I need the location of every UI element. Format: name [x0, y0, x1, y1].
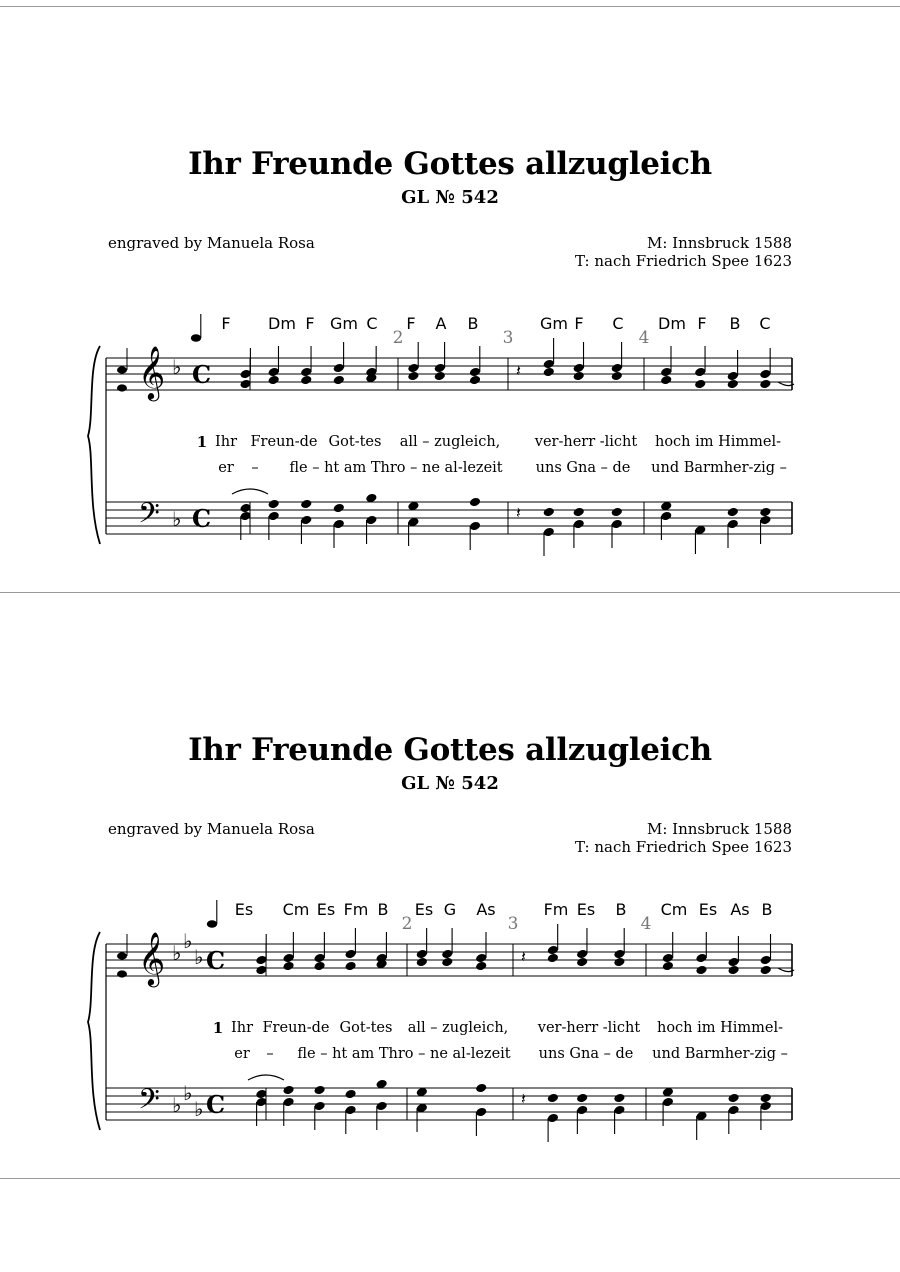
note-head — [344, 961, 356, 972]
text-credit: T: nach Friedrich Spee 1623 — [575, 252, 792, 270]
note-head — [191, 334, 201, 342]
note-head — [760, 965, 772, 976]
score-title: Ihr Freunde Gottes allzugleich — [188, 146, 712, 182]
lyric-verse-1: hoch im Himmel- — [654, 434, 782, 450]
note-head — [660, 375, 672, 386]
chord-symbol: B — [761, 900, 773, 919]
flat-icon: ♭ — [183, 929, 193, 953]
engraver-credit: engraved by Manuela Rosa — [108, 234, 315, 252]
note-head — [611, 371, 623, 382]
note-head — [573, 507, 585, 518]
chord-symbol: As — [476, 900, 496, 919]
note-head — [727, 1093, 739, 1104]
lyric-verse-2: fle – ht am Thro – ne al-lezeit — [297, 1046, 511, 1062]
chord-symbol: Es — [698, 900, 718, 919]
score-panel-e-flat-major — [0, 592, 900, 1178]
measure-number: 2 — [401, 914, 413, 934]
note-head — [267, 375, 279, 386]
lyric-verse-1: all – zugleich, — [399, 434, 501, 450]
note-head — [727, 965, 739, 976]
lyric-verse-1: Got-tes — [339, 1020, 393, 1036]
lyric-verse-2: – — [266, 1046, 274, 1062]
note-head — [441, 957, 453, 968]
time-signature: C — [192, 504, 212, 533]
chord-symbol: F — [305, 314, 315, 333]
chord-symbol: Gm — [330, 314, 358, 333]
text-credit: T: nach Friedrich Spee 1623 — [575, 838, 792, 856]
flat-icon: ♭ — [194, 945, 204, 969]
note-head — [333, 503, 345, 514]
note-head — [727, 379, 739, 390]
music-credit: M: Innsbruck 1588 — [647, 820, 792, 838]
chord-symbol: B — [615, 900, 627, 919]
lyric-verse-2: er — [234, 1046, 250, 1062]
measure-number: 3 — [507, 914, 519, 934]
incipit-note — [117, 970, 127, 977]
chord-symbol: B — [467, 314, 479, 333]
chord-symbol: Dm — [658, 314, 686, 333]
score-panel-f-major — [0, 6, 900, 592]
note-head — [547, 1093, 559, 1104]
chord-symbol: Dm — [268, 314, 296, 333]
lyric-verse-2: und Barmher-zig – — [651, 460, 787, 476]
note-head — [300, 375, 312, 386]
measure-number: 2 — [392, 328, 404, 348]
incipit-note — [117, 952, 127, 959]
chord-symbol: G — [443, 900, 457, 919]
lyric-verse-1: Got-tes — [328, 434, 382, 450]
treble-clef-icon: 𝄞 — [138, 345, 166, 399]
chord-symbol: C — [759, 314, 771, 333]
chord-symbol: Es — [576, 900, 596, 919]
music-credit: M: Innsbruck 1588 — [647, 234, 792, 252]
lyric-verse-1: ver-herr -licht — [537, 1020, 641, 1036]
lyric-verse-1: Ihr — [215, 434, 237, 450]
verse-number: 1 — [212, 1019, 224, 1037]
score-subtitle: GL № 542 — [401, 773, 499, 794]
note-head — [662, 961, 674, 972]
chord-symbol: Fm — [343, 900, 369, 919]
flat-icon: ♭ — [172, 941, 182, 965]
note-head — [344, 1089, 356, 1100]
chord-symbol: F — [574, 314, 584, 333]
note-head — [694, 379, 706, 390]
chord-symbol: Es — [414, 900, 434, 919]
flat-icon: ♭ — [172, 1093, 182, 1117]
treble-clef-icon: 𝄞 — [138, 931, 166, 985]
bass-clef-icon: 𝄢 — [138, 497, 160, 537]
note-head — [313, 961, 325, 972]
chord-symbol: F — [221, 314, 231, 333]
lyric-verse-1: Freun-de — [250, 434, 318, 450]
time-signature: C — [206, 1090, 226, 1119]
chord-symbol: Fm — [543, 900, 569, 919]
chord-symbol: A — [435, 314, 447, 333]
chord-symbol: C — [612, 314, 624, 333]
page-border-bottom — [0, 1178, 900, 1179]
lyric-verse-2: fle – ht am Thro – ne al-lezeit — [289, 460, 503, 476]
measure-number: 4 — [640, 914, 652, 934]
lyric-verse-1: all – zugleich, — [407, 1020, 509, 1036]
music-staff-system — [0, 306, 900, 566]
chord-symbol: Cm — [282, 900, 310, 919]
lyric-verse-2: uns Gna – de — [538, 1046, 634, 1062]
note-head — [547, 953, 559, 964]
note-head — [207, 920, 217, 928]
lyric-verse-2: uns Gna – de — [535, 460, 631, 476]
note-head — [543, 367, 555, 378]
note-head — [407, 371, 419, 382]
note-head — [475, 961, 487, 972]
note-head — [695, 965, 707, 976]
score-title: Ihr Freunde Gottes allzugleich — [188, 732, 712, 768]
lyric-verse-2: er — [218, 460, 234, 476]
note-head — [282, 961, 294, 972]
measure-number: 3 — [502, 328, 514, 348]
note-head — [759, 507, 771, 518]
note-head — [760, 1093, 772, 1104]
time-signature: C — [206, 946, 226, 975]
chord-symbol: As — [730, 900, 750, 919]
measure-number: 4 — [638, 328, 650, 348]
note-head — [333, 375, 345, 386]
music-staff-system — [0, 892, 900, 1152]
lyric-verse-1: hoch im Himmel- — [656, 1020, 784, 1036]
chord-symbol: F — [406, 314, 416, 333]
chord-symbol: Gm — [540, 314, 568, 333]
note-head — [613, 1093, 625, 1104]
note-head — [576, 1093, 588, 1104]
note-head — [469, 375, 481, 386]
chord-symbol: B — [377, 900, 389, 919]
note-head — [282, 1085, 294, 1096]
chord-symbol: C — [366, 314, 378, 333]
note-head — [611, 507, 623, 518]
incipit-note — [117, 366, 127, 373]
lyric-verse-1: ver-herr -licht — [534, 434, 638, 450]
flat-icon: ♭ — [194, 1097, 204, 1121]
quarter-rest-icon: 𝄽 — [516, 361, 521, 380]
chord-symbol: B — [729, 314, 741, 333]
flat-icon: ♭ — [172, 355, 182, 379]
note-head — [727, 507, 739, 518]
chord-symbol: Es — [234, 900, 254, 919]
engraver-credit: engraved by Manuela Rosa — [108, 820, 315, 838]
lyric-verse-1: Freun-de — [262, 1020, 330, 1036]
bass-clef-icon: 𝄢 — [138, 1083, 160, 1123]
flat-icon: ♭ — [172, 507, 182, 531]
tie — [232, 489, 268, 494]
note-head — [434, 371, 446, 382]
score-subtitle: GL № 542 — [401, 187, 499, 208]
chord-symbol: Cm — [660, 900, 688, 919]
lyric-verse-1: Ihr — [231, 1020, 253, 1036]
flat-icon: ♭ — [183, 1081, 193, 1105]
tie — [248, 1075, 284, 1080]
chord-symbol: Es — [316, 900, 336, 919]
quarter-rest-icon: 𝄽 — [521, 1089, 526, 1108]
brace — [88, 346, 100, 544]
note-head — [573, 371, 585, 382]
composer-credits — [575, 820, 792, 856]
note-head — [543, 507, 555, 518]
lyric-verse-2: – — [251, 460, 259, 476]
note-head — [313, 1085, 325, 1096]
time-signature: C — [192, 360, 212, 389]
brace — [88, 932, 100, 1130]
note-head — [416, 957, 428, 968]
note-head — [267, 499, 279, 510]
lyric-verse-2: und Barmher-zig – — [652, 1046, 788, 1062]
verse-number: 1 — [196, 433, 208, 451]
chord-symbol: F — [697, 314, 707, 333]
note-head — [613, 957, 625, 968]
note-head — [475, 1083, 487, 1094]
note-head — [759, 379, 771, 390]
composer-credits — [575, 234, 792, 270]
incipit-note — [117, 384, 127, 391]
note-head — [300, 499, 312, 510]
quarter-rest-icon: 𝄽 — [521, 947, 526, 966]
quarter-rest-icon: 𝄽 — [516, 503, 521, 522]
note-head — [576, 957, 588, 968]
note-head — [469, 497, 481, 508]
